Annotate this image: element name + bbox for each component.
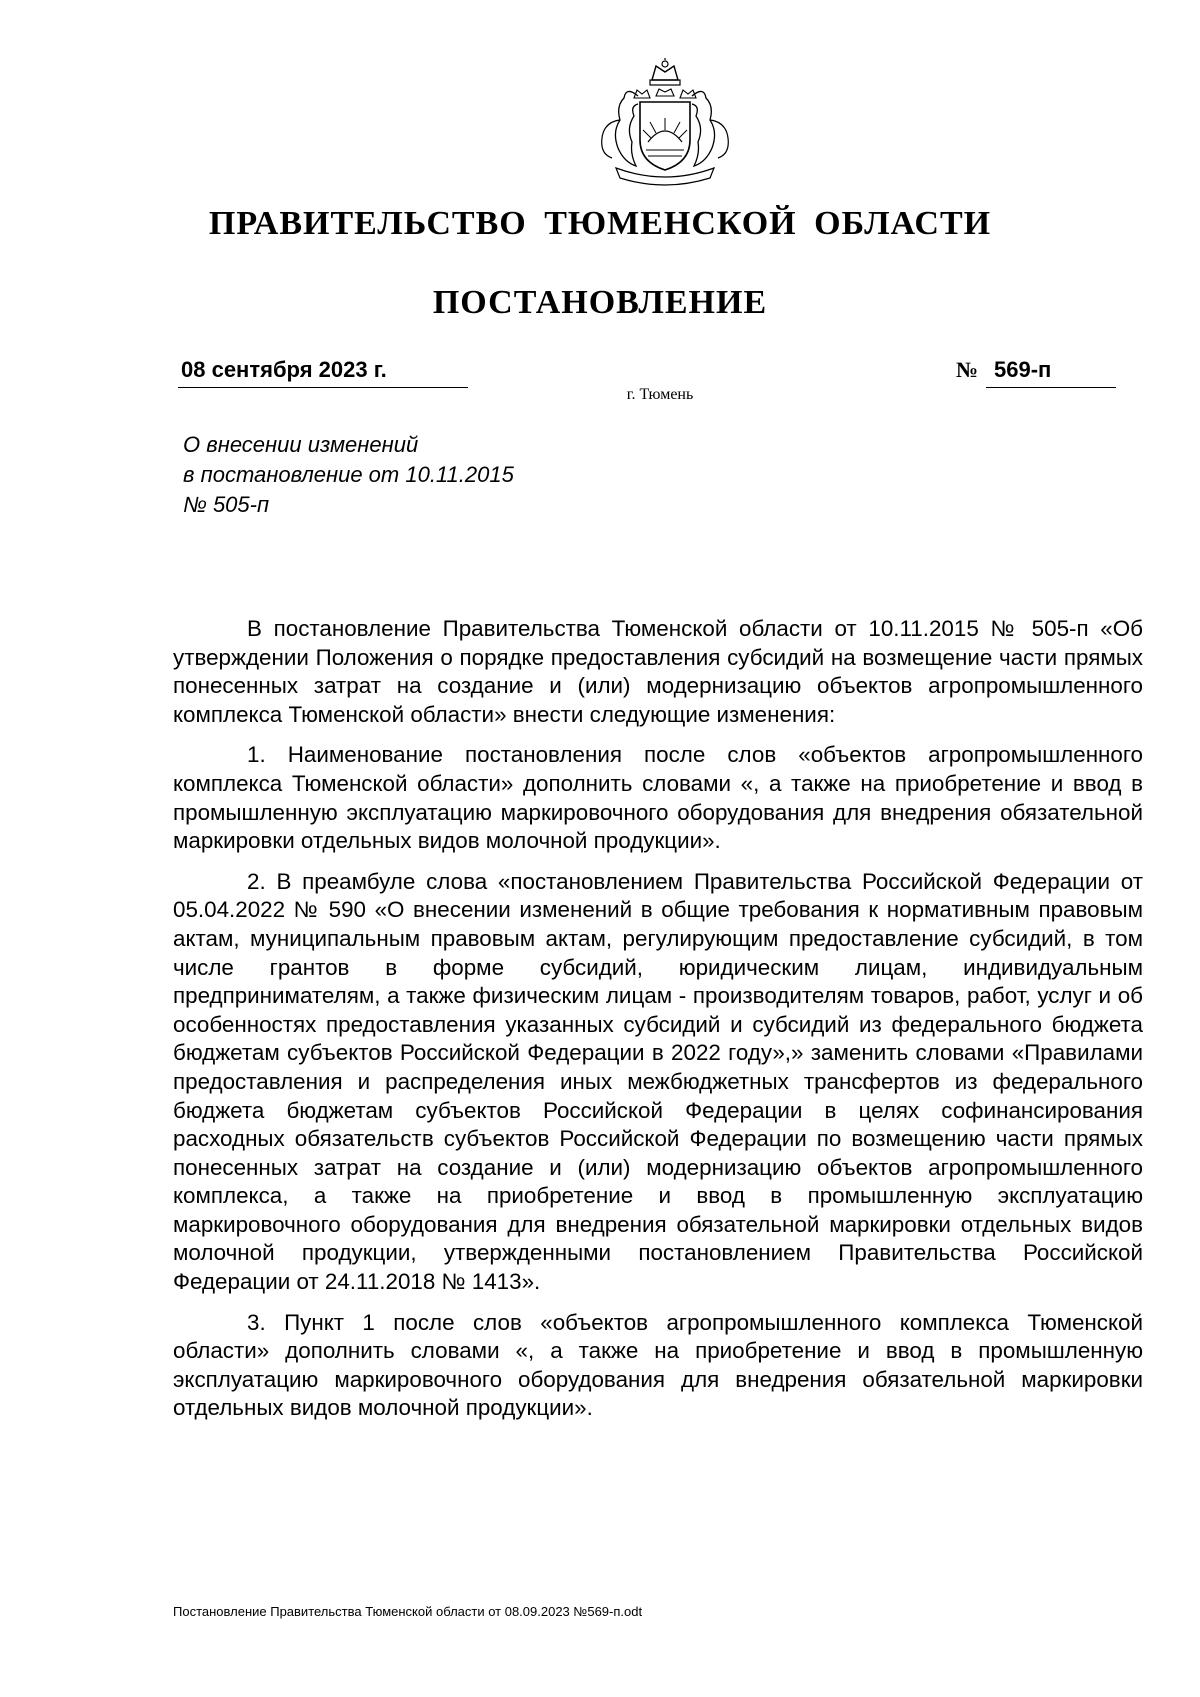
coat-of-arms-icon <box>590 58 740 188</box>
body-paragraph: В постановление Правительства Тюменской области от 10.11.2015 № 505-п «Об утверждении Положения о порядке предоставления субсидий на возмещение части прямых понесенных затрат на создание и (или) модернизацию объектов агропромышленного комплекса Тюменской области» внести следующие изменения: <box>173 616 1143 727</box>
document-number-text: 569-п <box>994 357 1052 382</box>
government-title: ПРАВИТЕЛЬСТВО ТЮМЕНСКОЙ ОБЛАСТИ <box>208 205 992 242</box>
body-paragraph: 1. Наименование постановления после слов «объектов агропромышленного комплекса Тюменской области» дополнить словами «, а также на приобретение и ввод в промышленную эксплуатацию маркировочного оборудования для внедрения обязательной маркировки отдельных видов молочной продукции». <box>173 742 1143 854</box>
body-paragraph: 3. Пункт 1 после слов «объектов агропромышленного комплекса Тюменской области» дополнить словами «, а также на приобретение и ввод в промышленную эксплуатацию маркировочного оборудования для внедрения обязательной маркировки отдельных видов молочной продукции». <box>173 1309 1143 1421</box>
document-date <box>178 355 468 388</box>
city-name: г. Тюмень <box>626 386 694 403</box>
body-paragraph: 2. В преамбуле слова «постановлением Правительства Российской Федерации от 05.04.2022 № 590 «О внесении изменений в общие требования к нормативным правовым актам, муниципальным правовым актам, регулирующим предоставление субсидий, в том числе грантов в форме субсидий, юридическим лицам, индивидуальным предпринимателям, а также физическим лицам - производителям товаров, работ, услуг и об особенностях предоставления указанных субсидий и субсидий из федерального бюджета бюджетам субъектов Российской Федерации в 2022 году»,» заменить словами «Правилами предоставления и распределения иных межбюджетных трансфертов из федерального бюджета бюджетам субъектов Российской Федерации в целях софинансирования расходных обязательств субъектов Российской Федерации по возмещению части прямых понесенных затрат на создание и (или) модернизацию объектов агропромышленного комплекса, а также на приобретение и ввод в промышленную эксплуатацию маркировочного оборудования для внедрения обязательной маркировки отдельных видов молочной продукции, утвержденными постановлением Правительства Российской Федерации от 24.11.2018 № 1413». <box>173 868 1143 1295</box>
document-body <box>173 615 1143 1435</box>
document-subject <box>183 430 603 520</box>
document-date-text: 08 сентября 2023 г. <box>181 357 387 382</box>
subject-line: О внесении изменений <box>183 432 419 457</box>
file-footer: Постановление Правительства Тюменской области от 08.09.2023 №569-п.odt <box>173 1604 643 1619</box>
subject-line: в постановление от 10.11.2015 <box>183 462 514 487</box>
number-sign: № <box>956 357 979 382</box>
subject-line: № 505-п <box>183 492 270 517</box>
document-type-heading: ПОСТАНОВЛЕНИЕ <box>432 284 768 321</box>
document-number-field <box>986 355 1116 388</box>
